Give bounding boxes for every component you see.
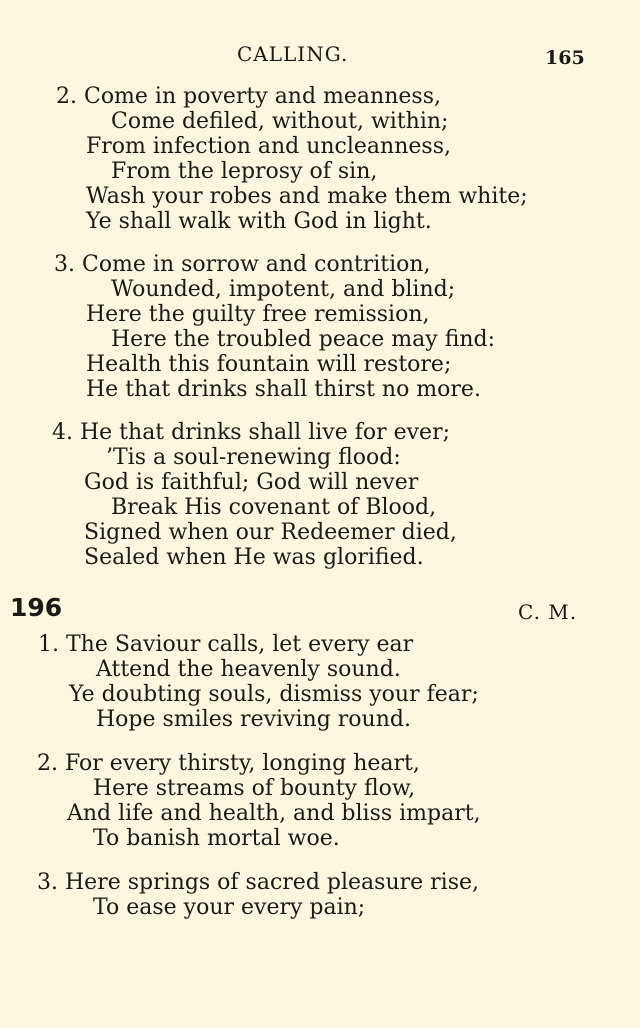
hymn-line: From infection and uncleanness, xyxy=(86,134,451,159)
hymn-number: 196 xyxy=(10,593,63,622)
hymn-line: 2. Come in poverty and meanness, xyxy=(56,84,441,109)
hymn-line: 3. Here springs of sacred pleasure rise, xyxy=(37,870,479,895)
hymn-line: Ye doubting souls, dismiss your fear; xyxy=(69,682,479,707)
hymn-line: ’Tis a soul-renewing flood: xyxy=(106,445,401,470)
hymn-line: And life and health, and bliss impart, xyxy=(67,801,481,826)
hymn-line: To banish mortal woe. xyxy=(93,826,340,851)
hymn-line: He that drinks shall thirst no more. xyxy=(86,377,481,402)
hymn-line: Break His covenant of Blood, xyxy=(111,495,437,520)
hymn-meter: C. M. xyxy=(518,600,578,624)
hymn-line: Ye shall walk with God in light. xyxy=(86,209,432,234)
hymn-line: Wounded, impotent, and blind; xyxy=(111,277,456,302)
section-title: CALLING. xyxy=(237,42,349,66)
hymn-line: Wash your robes and make them white; xyxy=(86,184,528,209)
hymn-line: 3. Come in sorrow and contrition, xyxy=(54,252,431,277)
hymn-line: Signed when our Redeemer died, xyxy=(84,520,457,545)
hymn-line: Here the troubled peace may find: xyxy=(111,327,496,352)
hymn-line: 1. The Saviour calls, let every ear xyxy=(38,632,414,657)
hymn-line: Sealed when He was glorified. xyxy=(84,545,424,570)
hymn-line: Here the guilty free remission, xyxy=(86,302,430,327)
page-number: 165 xyxy=(545,47,585,69)
hymn-line: Come defiled, without, within; xyxy=(111,109,449,134)
hymn-line: From the leprosy of sin, xyxy=(111,159,378,184)
hymn-line: 4. He that drinks shall live for ever; xyxy=(52,420,451,445)
hymn-line: Hope smiles reviving round. xyxy=(96,707,411,732)
hymn-line: Health this fountain will restore; xyxy=(86,352,452,377)
hymn-line: God is faithful; God will never xyxy=(84,470,419,495)
hymn-line: Here streams of bounty flow, xyxy=(93,776,416,801)
running-head xyxy=(0,42,640,70)
hymn-line: Attend the heavenly sound. xyxy=(96,657,401,682)
hymn-line: 2. For every thirsty, longing heart, xyxy=(37,751,420,776)
hymn-line: To ease your every pain; xyxy=(93,895,366,920)
